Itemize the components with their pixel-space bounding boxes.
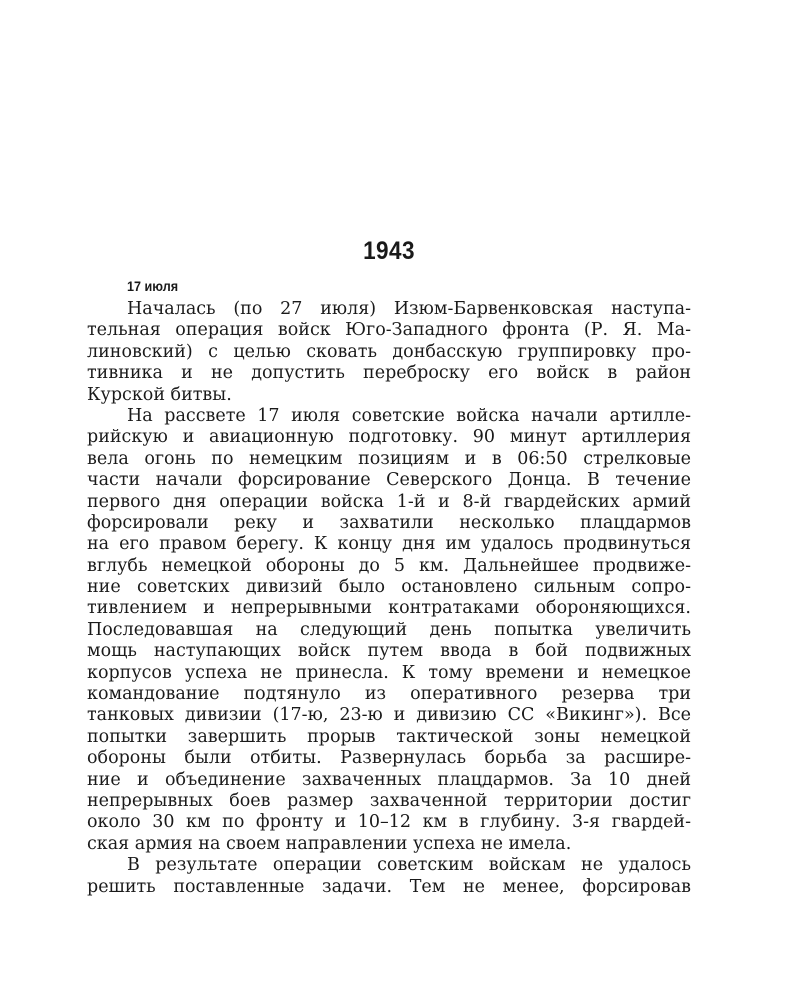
text-line: форсировали реку и захватили несколько плацдармов [87,512,691,533]
text-line: попытки завершить прорыв тактической зоны немецкой [87,726,691,747]
text-line: тивника и не допустить переброску его войск в район [87,363,691,384]
date-subheading: 17 июля [127,278,179,294]
text-line: На рассвете 17 июля советские войска начали артилле- [127,405,691,426]
text-line: вела огонь по немецким позициям и в 06:50 стрелковые [87,448,691,469]
text-line: корпусов успеха не принесла. К тому времени и немецкое [87,662,691,683]
text-line: Курской битвы. [87,384,232,405]
book-page [87,0,691,1000]
text-line: Последовавшая на следующий день попытка увеличить [87,619,691,640]
text-line: линовский) с целью сковать донбасскую группировку про- [87,341,691,362]
body-text [87,299,691,898]
text-line: около 30 км по фронту и 10–12 км в глубину. 3-я гвардей- [87,812,691,833]
text-line: Началась (по 27 июля) Изюм-Барвенковская наступа- [127,299,691,319]
text-line: танковых дивизии (17-ю, 23-ю и дивизию СС «Викинг»). Все [87,705,691,726]
text-line: части начали форсирование Северского Донца. В течение [87,470,691,491]
text-line: обороны были отбиты. Развернулась борьба за расшире- [87,748,691,769]
text-line: тельная операция войск Юго-Западного фронта (Р. Я. Ма- [87,320,691,341]
text-line: тивлением и непрерывными контратаками обороняющихся. [87,598,691,619]
text-line: ние и объединение захваченных плацдармов. За 10 дней [87,769,691,790]
text-line: на его правом берегу. К концу дня им удалось продвинуться [87,534,691,555]
text-line: первого дня операции войска 1-й и 8-й гвардейских армий [87,491,691,512]
text-line: ние советских дивизий было остановлено сильным сопро- [87,577,691,598]
text-line: вглубь немецкой обороны до 5 км. Дальнейшее продвиже- [87,555,691,576]
year-heading: 1943 [363,237,415,265]
text-line: командование подтянуло из оперативного резерва три [87,684,691,705]
text-line: решить поставленные задачи. Тем не менее, форсировав [87,876,691,897]
text-line: ская армия на своем направлении успеха не имела. [87,833,572,854]
text-line: В результате операции советским войскам не удалось [127,855,691,876]
text-line: рийскую и авиационную подготовку. 90 минут артиллерия [87,427,691,448]
text-line: непрерывных боев размер захваченной территории достиг [87,790,691,811]
text-line: мощь наступающих войск путем ввода в бой подвижных [87,641,691,662]
